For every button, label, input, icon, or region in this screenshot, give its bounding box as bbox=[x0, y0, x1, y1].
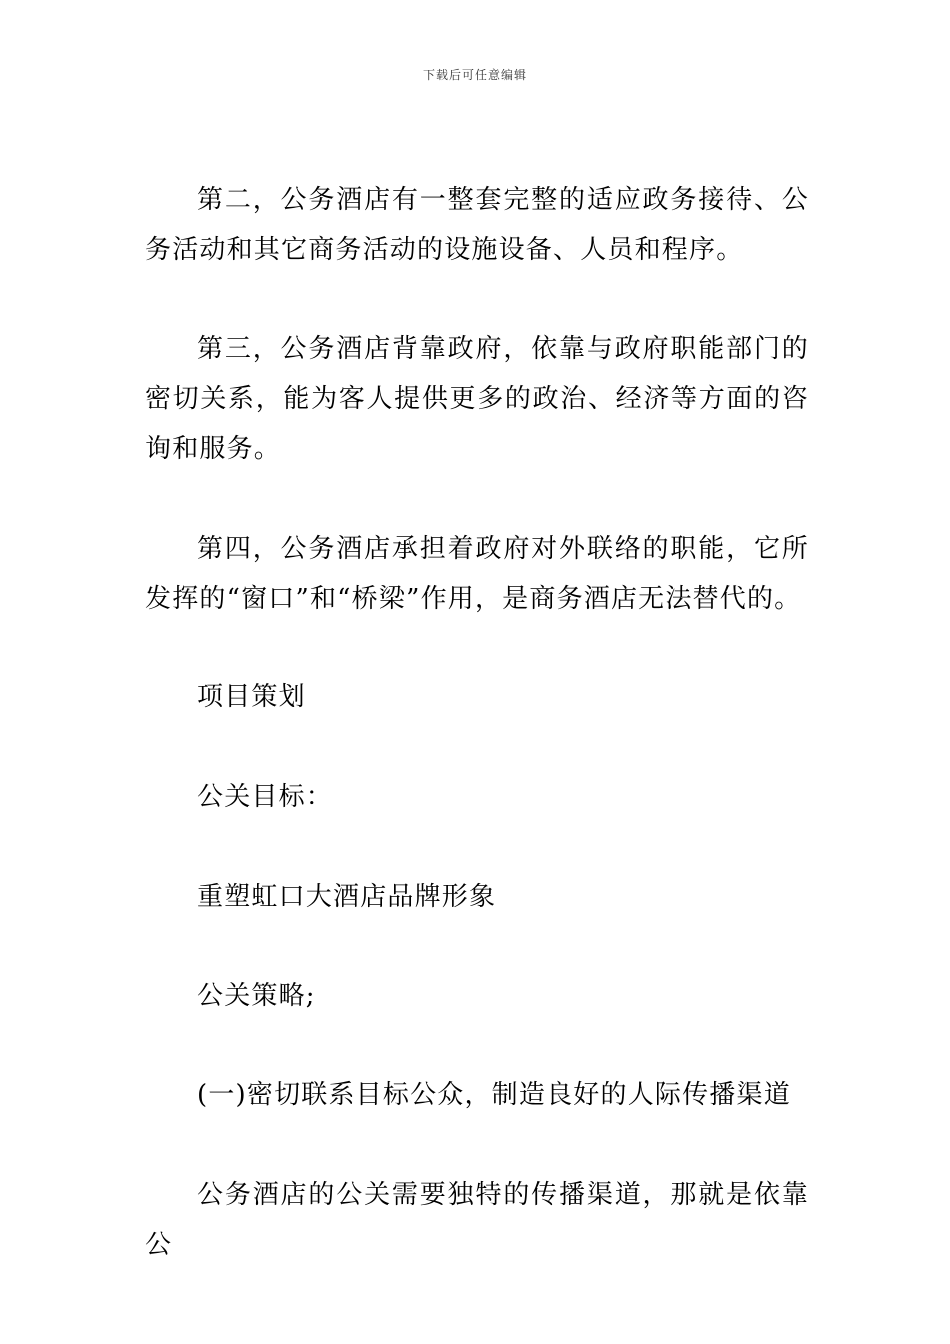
paragraph-third-point bbox=[145, 324, 809, 474]
strategy-item-one bbox=[145, 1070, 809, 1120]
paragraph-channels bbox=[145, 1170, 809, 1270]
paragraph-text: 第四，公务酒店承担着政府对外联络的职能，它所发挥的“窗口”和“桥梁”作用，是商务酒店无法替代的。 bbox=[145, 534, 809, 614]
section-heading-project-planning bbox=[145, 672, 809, 722]
heading-text: 公关目标： bbox=[197, 782, 334, 812]
heading-text: 项目策划 bbox=[197, 682, 306, 712]
paragraph-text: 公务酒店的公关需要独特的传播渠道，那就是依靠公 bbox=[145, 1180, 809, 1260]
paragraph-fourth-point bbox=[145, 524, 809, 624]
page-header: 下载后可任意编辑 bbox=[422, 68, 527, 82]
paragraph-second-point bbox=[145, 175, 809, 275]
paragraph-text: (一)密切联系目标公众，制造良好的人际传播渠道 bbox=[197, 1080, 791, 1110]
section-heading-pr-strategy bbox=[145, 971, 809, 1021]
paragraph-text: 重塑虹口大酒店品牌形象 bbox=[197, 882, 497, 912]
paragraph-pr-goal-content bbox=[145, 872, 809, 922]
paragraph-text: 第三，公务酒店背靠政府，依靠与政府职能部门的密切关系，能为客人提供更多的政治、经济等方面的咨询和服务。 bbox=[145, 334, 809, 464]
heading-text: 公关策略; bbox=[197, 981, 316, 1011]
section-heading-pr-goal bbox=[145, 772, 809, 822]
paragraph-text: 第二，公务酒店有一整套完整的适应政务接待、公务活动和其它商务活动的设施设备、人员和程序。 bbox=[145, 185, 809, 265]
